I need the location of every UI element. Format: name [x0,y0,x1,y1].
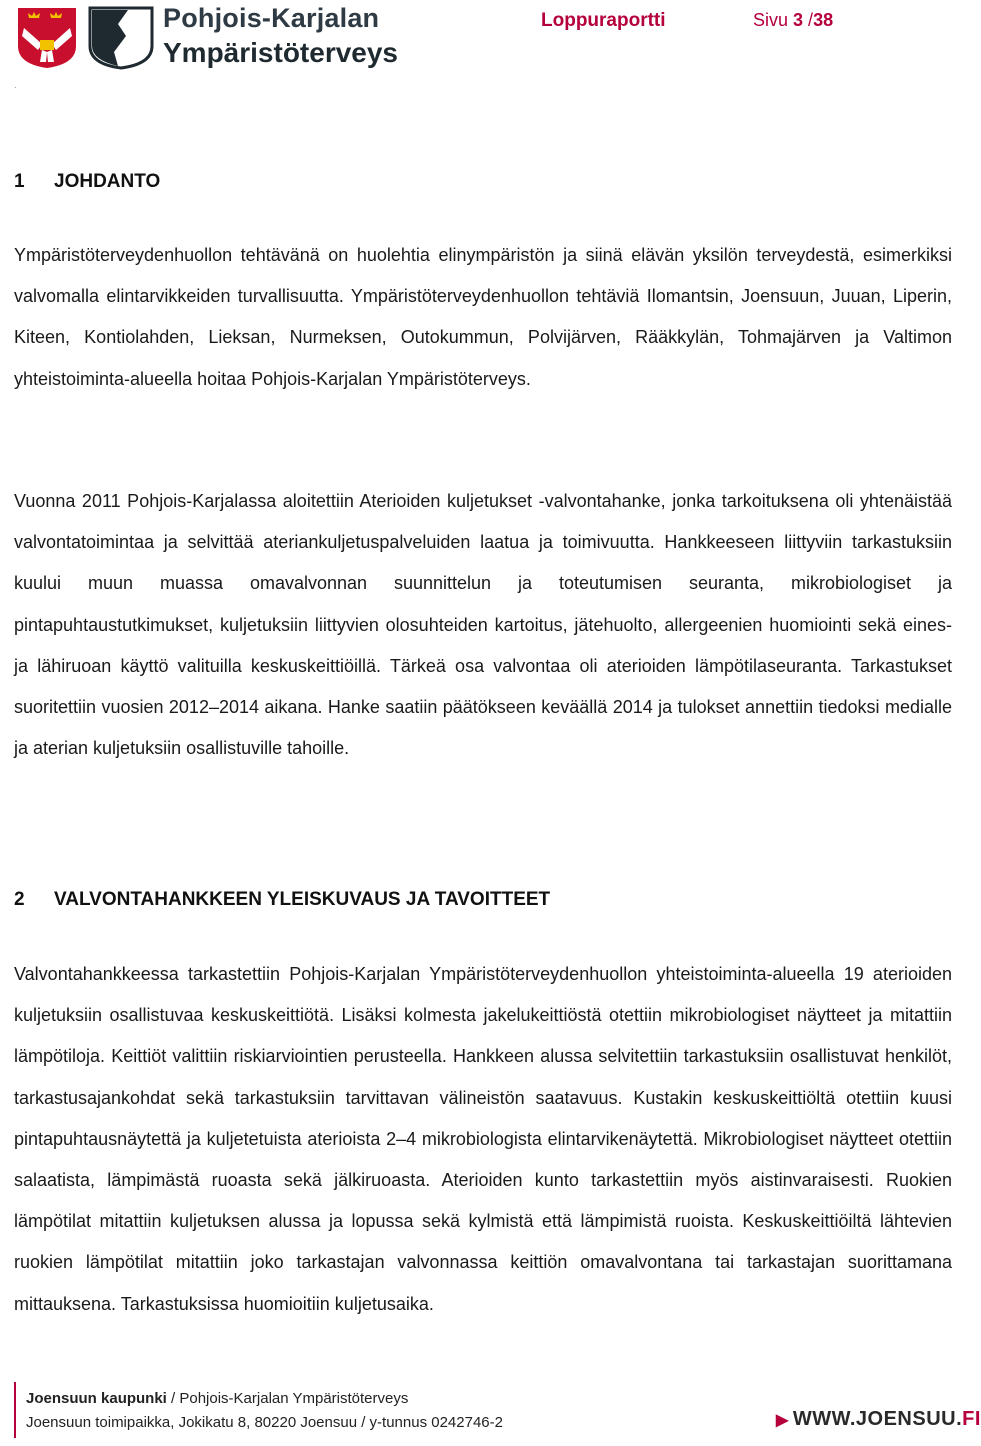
arrow-icon: ▶ [776,1412,789,1429]
page-separator: / [803,10,814,30]
page-prefix: Sivu [753,10,789,30]
page-footer [0,1382,981,1446]
section-number: 2 [14,889,25,910]
small-mark: . [14,80,17,91]
document-title: Loppuraportti [541,10,666,31]
footer-accent-bar [14,1382,16,1438]
footer-website [776,1408,981,1431]
page-total: 38 [813,10,834,30]
paragraph-2-1: Valvontahankkeessa tarkastettiin Pohjois-Karjalan Ympäristöterveydenhuollon yhteistoiminta-alueella 19 aterioiden kuljetuksiin osallistuvaa keskuskeittiötä. Lisäksi kolmesta jakelukeittiöstä otettiin mikrobiologiset näytteet ja mitattiin lämpötiloja. Keittiöt valittiin riskiarviointien perusteella. Hankkeen alussa selvitettiin tarkastuksiin osallistuvat henkilöt, tarkastusajankohdat sekä tarkastuksiin tarvittavan välineistön saatavuus. Kustakin keskuskeittiöltä otettiin kuusi pintapuhtausnäytettä ja kuljetetuista aterioista 2–4 mikrobiologista elintarvikenäytettä. Mikrobiologiset näytteet otettiin salaatista, lämpimästä ruoasta sekä jälkiruoasta. Aterioiden kunto tarkastettiin myös aistinvaraisesti. Ruokien lämpötilat mitattiin kuljetuksen alussa ja lopussa sekä kylmistä että lämpimistä ruoista. Keskuskeittiöiltä lähtevien ruokien lämpötilat mitattiin joko tarkastajan valvonnassa keittiön omavalvontana tai tarkastajan suorittamana mittauksena. Tarkastuksissa huomioitiin kuljetusaika. [14,964,952,1314]
section-title: JOHDANTO [54,171,161,192]
ymparistoterveys-logo [88,6,154,70]
coat-of-arms-logo [16,6,78,70]
paragraph-1-1: Ympäristöterveydenhuollon tehtävänä on huolehtia elinympäristön ja siinä elävän yksilön terveydestä, esimerkiksi valvomalla elintarvikkeiden turvallisuutta. Ympäristöterveydenhuollon tehtäviä Ilomantsin, Joensuun, Juuan, Liperin, Kiteen, Kontiolahden, Lieksan, Nurmeksen, Outokummun, Polvijärven, Rääkkylän, Tohmajärven ja Valtimon yhteistoiminta-alueella hoitaa Pohjois-Karjalan Ympäristöterveys. [14,245,952,389]
section-number: 1 [14,171,25,192]
website-main: WWW.JOENSUU. [792,1408,963,1430]
footer-org-line [26,1390,408,1407]
website-tld: FI [962,1408,981,1430]
footer-address: Joensuun toimipaikka, Jokikatu 8, 80220 Joensuu / y-tunnus 0242746-2 [26,1414,503,1431]
section-title: VALVONTAHANKKEEN YLEISKUVAUS JA TAVOITTEET [54,889,551,910]
page-current: 3 [793,10,804,30]
footer-city: Joensuun kaupunki [26,1390,167,1407]
paragraph-1-2: Vuonna 2011 Pohjois-Karjalassa aloitettiin Aterioiden kuljetukset -valvontahanke, jonka tarkoituksena oli yhtenäistää valvontatoimintaa ja selvittää ateriankuljetuspalveluiden laatua ja toimivuutta. Hankkeeseen liittyviin tarkastuksiin kuului muun muassa omavalvonnan suunnittelun ja toteutumisen seuranta, mikrobiologiset ja pintapuhtaustutkimukset, kuljetuksiin liittyvien olosuhteiden kartoitus, jätehuolto, allergeenien huomiointi sekä eines- ja lähiruoan käyttö valituilla keskuskeittiöillä. Tärkeä osa valvontaa oli aterioiden lämpötilaseuranta. Tarkastukset suoritettiin vuosien 2012–2014 aikana. Hanke saatiin päätökseen keväällä 2014 ja tulokset annettiin tiedoksi medialle ja aterian kuljetuksiin osallistuville tahoille. [14,491,952,759]
page-header [0,0,960,91]
org-name-line1: Pohjois-Karjalan [163,3,380,33]
page-number [753,10,833,31]
org-name-line2: Ympäristöterveys [163,37,399,68]
section-heading-1 [14,171,160,193]
footer-unit: / Pohjois-Karjalan Ympäristöterveys [166,1390,409,1407]
section-heading-2 [14,889,550,911]
